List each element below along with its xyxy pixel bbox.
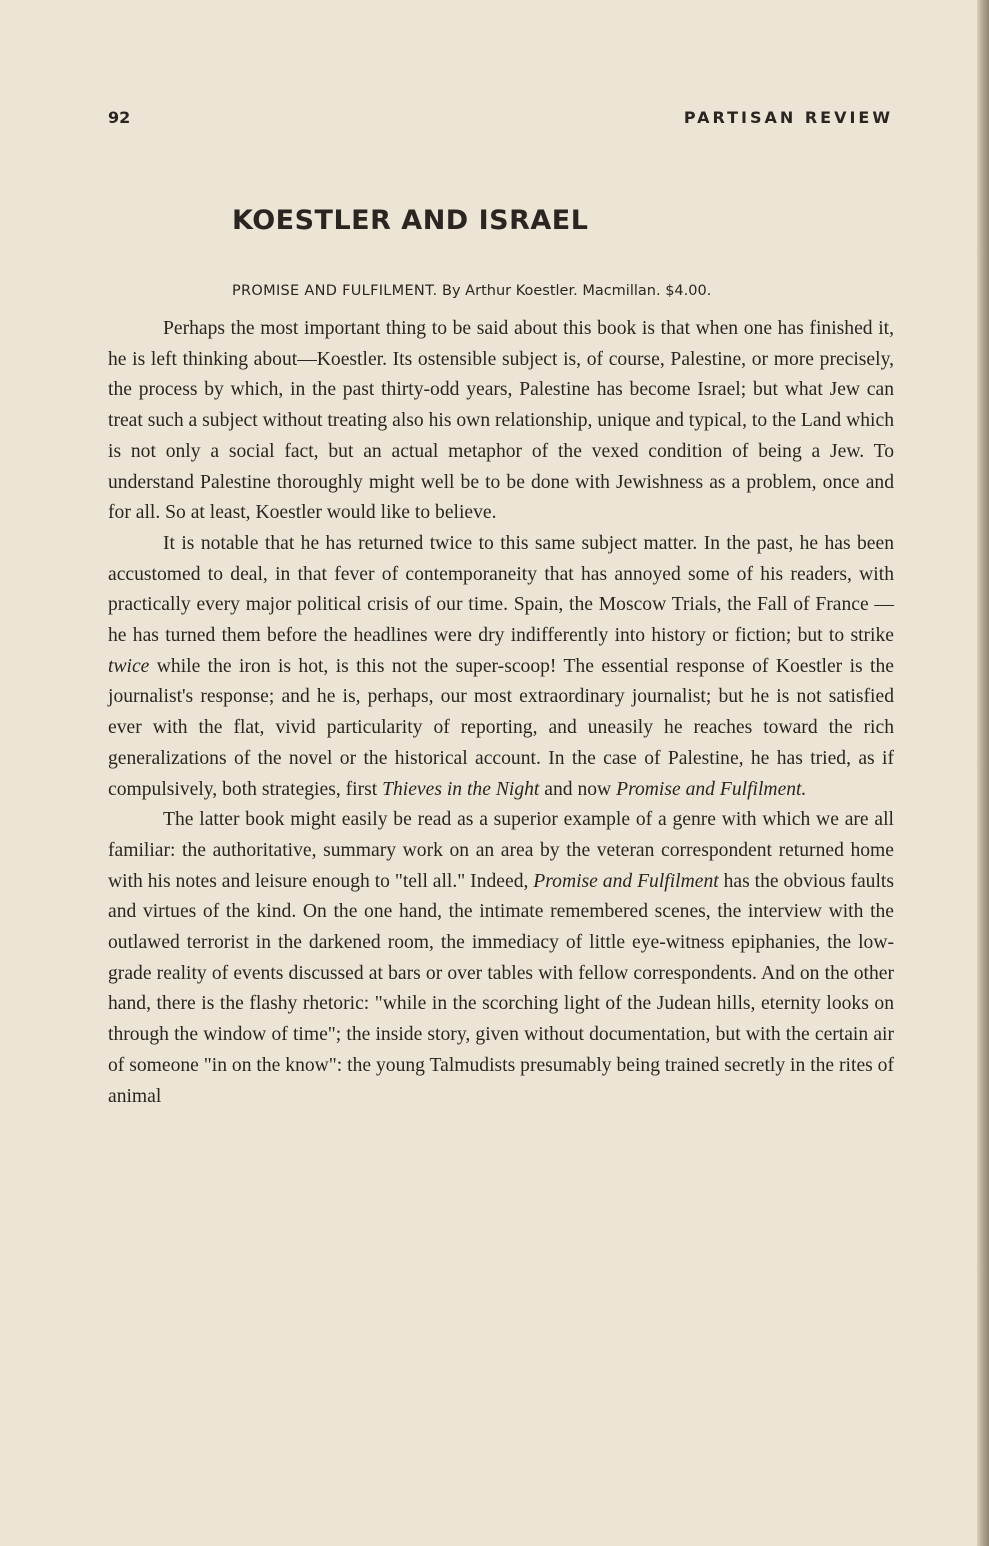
book-citation <box>232 283 711 299</box>
paragraph-text: while the iron is hot, is this not the super-scoop! The essential response of Koestler is the journalist's response; and he is, perhaps, our most extraordinary journalist; but he is not satisfied ever with the flat, vivid particularity of reporting, and uneasily he reaches toward the rich generalizations of the novel or the historical account. In the case of Palestine, he has tried, as if compulsively, both strategies, first <box>108 655 894 800</box>
article-title: KOESTLER AND ISRAEL <box>232 205 589 236</box>
book-title-reference: Thieves in the Night <box>382 778 540 800</box>
paragraph-text: and now <box>539 778 617 800</box>
paragraph-text: It is notable that he has returned twice to this same subject matter. In the past, he has been accustomed to deal, in that fever of contemporaneity that has annoyed some of his readers, with practically every major political crisis of our time. Spain, the Moscow Trials, the Fall of France —he has turned them before the headlines were dry indifferently into history or fiction; but to strike <box>108 532 894 647</box>
page-number: 92 <box>108 108 131 127</box>
paragraph-text: has the obvious faults and virtues of the kind. On the one hand, the intimate remembered scenes, the interview with the outlawed terrorist in the darkened room, the immediacy of little eye-witness epiphanies, the low-grade reality of events discussed at bars or over tables with fellow correspondents. And on the other hand, there is the flashy rhetoric: "while in the scorching light of the Judean hills, eternity looks on through the window of time"; the inside story, given without documentation, but with the certain air of someone "in on the know": the young Talmudists presumably being trained secretly in the rites of animal <box>108 870 894 1107</box>
emphasis: twice <box>108 655 150 677</box>
book-title-reference: Promise and Fulfilment. <box>616 778 807 800</box>
paragraph-text: Perhaps the most important thing to be said about this book is that when one has finished it, he is left thinking about—Koestler. Its ostensible subject is, of course, Palestine, or more precisely, the process by which, in the past thirty-odd years, Palestine has become Israel; but what Jew can treat such a subject without treating also his own relationship, unique and typical, to the Land which is not only a social fact, but an actual metaphor of the vexed condition of being a Jew. To understand Palestine thoroughly might well be to be done with Jewishness as a problem, once and for all. So at least, Koestler would like to believe. <box>108 318 894 524</box>
book-title-reference: Promise and Fulfilment <box>533 870 719 892</box>
book-title: PROMISE AND FULFILMENT. <box>232 283 438 299</box>
journal-title: PARTISAN REVIEW <box>683 108 893 127</box>
paragraph <box>108 805 894 1112</box>
paragraph <box>108 529 894 805</box>
page-header <box>108 108 893 136</box>
page-edge-shadow <box>977 0 989 1546</box>
paragraph-text: The latter book might easily be read as a superior example of a genre with which we are all familiar: the authoritative, summary work on an area by the veteran correspondent returned home with his notes and leisure enough to "tell all." Indeed, <box>108 809 894 892</box>
paragraph <box>108 314 894 529</box>
book-details: By Arthur Koestler. Macmillan. $4.00. <box>442 283 712 299</box>
article-body <box>108 314 894 1112</box>
